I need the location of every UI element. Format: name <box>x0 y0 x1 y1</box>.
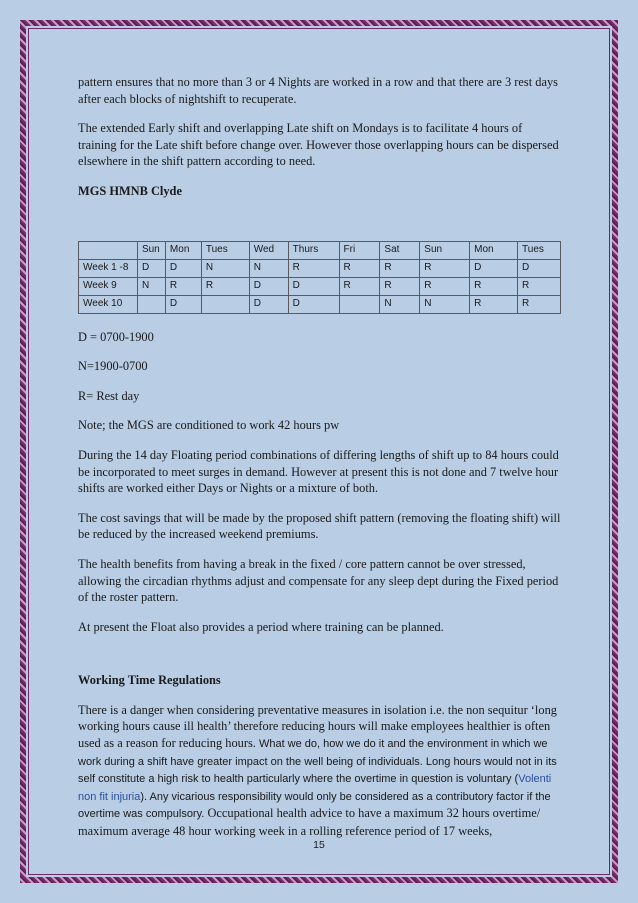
wtr-text: ). Any vicarious responsibility would only be considered as a contributory factor if the overtime was compulsory. <box>78 790 551 821</box>
paragraph: During the 14 day Floating period combinations of differing lengths of shift up to 84 hours could be incorporated to meet surges in demand. However at present this is not done and 7 twelve hour shifts are worked either Days or Nights or a mixture of both. <box>78 447 559 496</box>
wtr-text: What we do, how we do it and the environment in which we work during a shift have greater impact on the well being of individuals. Long hours would not in its self constitute a high risk to health particularly where the overtime in question is voluntary ( <box>78 738 557 786</box>
page-content <box>78 74 562 853</box>
shift-table-wrapper <box>78 241 562 314</box>
table-cell <box>339 295 380 313</box>
table-cell: Mon <box>165 241 201 259</box>
table-cell: D <box>137 259 165 277</box>
wtr-paragraph <box>78 702 562 840</box>
table-cell: Tues <box>201 241 249 259</box>
table-cell: N <box>249 259 288 277</box>
shift-table-body <box>79 241 561 313</box>
table-cell: R <box>339 259 380 277</box>
table-cell <box>137 295 165 313</box>
table-cell: Mon <box>470 241 518 259</box>
table-cell: Fri <box>339 241 380 259</box>
table-cell: D <box>249 295 288 313</box>
spacer <box>78 648 562 672</box>
section-heading: MGS HMNB Clyde <box>78 183 182 198</box>
table-cell: D <box>518 259 561 277</box>
latin-phrase: Volenti non fit injuria <box>78 773 552 803</box>
paragraph: The cost savings that will be made by the proposed shift pattern (removing the floating shift) will be reduced by the increased weekend premiums. <box>78 510 561 542</box>
wtr-text: There is a danger when considering preventative measures in isolation i.e. the non sequitur ‘long working hours cause ill health’ therefore reducing hours will make employees healthier is often used as a reason for reducing hours. <box>78 702 557 751</box>
table-cell: Week 10 <box>79 295 138 313</box>
table-cell: N <box>420 295 470 313</box>
table-cell: R <box>518 295 561 313</box>
table-cell: Sat <box>380 241 420 259</box>
shift-table <box>78 241 561 314</box>
paragraph: The extended Early shift and overlapping Late shift on Mondays is to facilitate 4 hours of training for the Late shift before change over. However those overlapping hours can be dispersed elsewhere in the shift pattern according to need. <box>78 121 559 169</box>
table-cell: R <box>165 277 201 295</box>
legend-item: D = 0700-1900 <box>78 329 154 344</box>
table-cell: R <box>339 277 380 295</box>
table-cell: R <box>288 259 339 277</box>
table-cell: Sun <box>137 241 165 259</box>
table-cell: R <box>380 259 420 277</box>
table-row <box>79 277 561 295</box>
table-header-row <box>79 241 561 259</box>
table-cell: R <box>420 277 470 295</box>
table-cell: N <box>201 259 249 277</box>
table-cell: D <box>470 259 518 277</box>
paragraph: At present the Float also provides a period where training can be planned. <box>78 619 444 634</box>
paragraph: The health benefits from having a break in the fixed / core pattern cannot be over stressed, allowing the circadian rhythms adjust and compensate for any sleep dept during the Fixed period of the roster pattern. <box>78 556 559 605</box>
table-cell: R <box>380 277 420 295</box>
table-cell: Wed <box>249 241 288 259</box>
table-cell: R <box>470 277 518 295</box>
legend-item: R= Rest day <box>78 388 140 403</box>
table-row <box>79 295 561 313</box>
paragraph: Note; the MGS are conditioned to work 42 hours pw <box>78 418 340 433</box>
table-cell: Tues <box>518 241 561 259</box>
table-cell: D <box>165 259 201 277</box>
page-number: 15 <box>313 839 325 851</box>
table-cell: Thurs <box>288 241 339 259</box>
table-cell: R <box>201 277 249 295</box>
table-cell: D <box>165 295 201 313</box>
table-cell: D <box>249 277 288 295</box>
section-heading: Working Time Regulations <box>78 673 221 688</box>
legend-item: N=1900-0700 <box>78 359 148 374</box>
table-cell: Week 9 <box>79 277 138 295</box>
table-cell: Week 1 -8 <box>79 259 138 277</box>
table-row <box>79 259 561 277</box>
table-cell <box>79 241 138 259</box>
table-cell: D <box>288 277 339 295</box>
paragraph: pattern ensures that no more than 3 or 4 Nights are worked in a row and that there are 3 rest days after each blocks of nightshift to recuperate. <box>78 75 558 106</box>
table-cell: Sun <box>420 241 470 259</box>
table-cell: R <box>470 295 518 313</box>
table-cell: D <box>288 295 339 313</box>
table-cell: R <box>518 277 561 295</box>
table-cell <box>201 295 249 313</box>
table-cell: N <box>137 277 165 295</box>
table-cell: R <box>420 259 470 277</box>
table-cell: N <box>380 295 420 313</box>
wtr-text: Occupational health advice to have a maximum 32 hours overtime/ maximum average 48 hour working week in a rolling reference period of 17 weeks, <box>78 806 541 839</box>
